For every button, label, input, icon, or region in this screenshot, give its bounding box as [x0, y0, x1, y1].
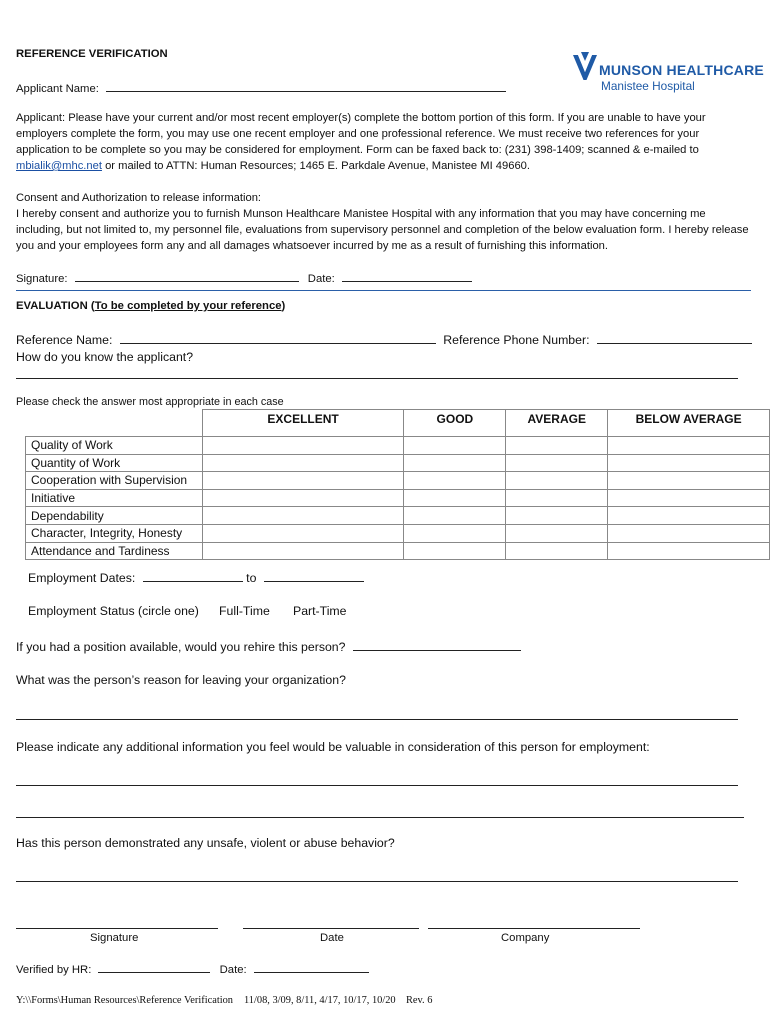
know-applicant-field[interactable]	[16, 368, 738, 379]
know-applicant-label: How do you know the applicant?	[16, 350, 194, 364]
employment-dates-row	[28, 570, 364, 585]
reference-phone-field[interactable]	[597, 332, 752, 344]
reference-phone-label: Reference Phone Number:	[443, 333, 590, 347]
rating-cell[interactable]	[202, 524, 404, 542]
munson-logo-icon	[572, 52, 598, 82]
employment-end-field[interactable]	[264, 570, 364, 582]
evaluation-title-underlined: To be completed by your reference	[94, 300, 282, 312]
part-time-option[interactable]: Part-Time	[293, 604, 347, 618]
header-blank-cell	[26, 410, 203, 437]
rating-cell[interactable]	[404, 524, 506, 542]
table-row	[26, 542, 770, 560]
logo-subtitle: Manistee Hospital	[601, 79, 695, 93]
rating-cell[interactable]	[404, 507, 506, 525]
evaluation-title	[16, 300, 285, 312]
rating-cell[interactable]	[608, 542, 770, 560]
row-label: Cooperation with Supervision	[26, 472, 203, 490]
applicant-name-field[interactable]	[106, 80, 506, 92]
instructions-part2: or mailed to ATTN: Human Resources; 1465 E. Parkdale Avenue, Manistee MI 49660.	[101, 160, 531, 172]
rehire-row	[16, 639, 521, 654]
logo-name: MUNSON HEALTHCARE	[599, 62, 764, 78]
rating-cell[interactable]	[404, 437, 506, 455]
company-caption: Company	[501, 932, 550, 944]
instructions-part1: Applicant: Please have your current and/or most recent employer(s) complete the bottom portion of this form. If you are unable to have your employers complete the form, you may use one recent employer and one professional reference. We must receive two references for your application to be complete so you may be considered for employment. Form can be faxed back to: (231) 398-1409; scanned & e-mailed to	[16, 112, 706, 156]
full-time-option[interactable]: Full-Time	[219, 604, 270, 618]
reason-question: What was the person’s reason for leaving your organization?	[16, 673, 346, 687]
rating-cell[interactable]	[202, 507, 404, 525]
employment-status-label: Employment Status (circle one)	[28, 604, 199, 618]
table-row	[26, 524, 770, 542]
reason-field[interactable]	[16, 709, 738, 720]
table-row	[26, 489, 770, 507]
verified-date-field[interactable]	[254, 961, 369, 973]
table-row	[26, 437, 770, 455]
rating-cell[interactable]	[608, 507, 770, 525]
rating-cell[interactable]	[506, 472, 608, 490]
rating-cell[interactable]	[404, 472, 506, 490]
rating-cell[interactable]	[608, 437, 770, 455]
evaluation-table	[25, 409, 770, 560]
evaluation-title-close: )	[281, 300, 286, 312]
employment-start-field[interactable]	[143, 570, 243, 582]
table-row	[26, 472, 770, 490]
reference-signature-field[interactable]	[16, 920, 218, 929]
reference-name-field[interactable]	[120, 332, 436, 344]
row-label: Character, Integrity, Honesty	[26, 524, 203, 542]
row-label: Quality of Work	[26, 437, 203, 455]
applicant-instructions	[16, 110, 751, 174]
row-label: Attendance and Tardiness	[26, 542, 203, 560]
date-caption: Date	[320, 932, 344, 944]
col-excellent: EXCELLENT	[202, 410, 404, 437]
col-below-average: BELOW AVERAGE	[608, 410, 770, 437]
rating-cell[interactable]	[506, 437, 608, 455]
reference-row	[16, 332, 752, 347]
verified-date-label: Date:	[219, 964, 247, 976]
employment-to-label: to	[246, 571, 257, 585]
row-label: Quantity of Work	[26, 454, 203, 472]
additional-info-field-1[interactable]	[16, 775, 738, 786]
check-instruction: Please check the answer most appropriate in each case	[16, 396, 284, 408]
rehire-field[interactable]	[353, 639, 521, 651]
section-divider	[16, 290, 751, 291]
rating-cell[interactable]	[506, 454, 608, 472]
additional-info-field-2[interactable]	[16, 807, 744, 818]
rating-cell[interactable]	[202, 489, 404, 507]
verified-row	[16, 961, 369, 976]
reference-date-field[interactable]	[243, 920, 419, 929]
rating-cell[interactable]	[608, 472, 770, 490]
employment-dates-label: Employment Dates:	[28, 571, 136, 585]
table-row	[26, 507, 770, 525]
consent-date-field[interactable]	[342, 270, 472, 282]
additional-info-question: Please indicate any additional information you feel would be valuable in consideration of this person for employment:	[16, 740, 650, 754]
munson-logo	[572, 50, 764, 100]
rating-cell[interactable]	[608, 454, 770, 472]
unsafe-behavior-field[interactable]	[16, 871, 738, 882]
reference-name-label: Reference Name:	[16, 333, 113, 347]
rating-cell[interactable]	[404, 454, 506, 472]
rating-cell[interactable]	[202, 542, 404, 560]
evaluation-header-row	[26, 410, 770, 437]
footer-rev: Rev. 6	[406, 995, 433, 1006]
evaluation-title-open: EVALUATION (	[16, 300, 95, 312]
rating-cell[interactable]	[202, 472, 404, 490]
col-average: AVERAGE	[506, 410, 608, 437]
rehire-question: If you had a position available, would you rehire this person?	[16, 640, 346, 654]
signature-label: Signature:	[16, 273, 68, 285]
applicant-name-row	[16, 80, 506, 95]
rating-cell[interactable]	[506, 524, 608, 542]
consent-signature-field[interactable]	[75, 270, 299, 282]
rating-cell[interactable]	[506, 542, 608, 560]
reference-company-field[interactable]	[428, 920, 640, 929]
rating-cell[interactable]	[404, 542, 506, 560]
consent-heading: Consent and Authorization to release information:	[16, 192, 262, 204]
consent-body: I hereby consent and authorize you to furnish Munson Healthcare Manistee Hospital with any information that you may have concerning me including, but not limited to, my personnel file, evaluations from supervisory personnel and completion of the below evaluation form. I hereby release you and your employees form any and all damages whatsoever incurred by me as a result of furnishing this information.	[16, 208, 749, 252]
form-title: REFERENCE VERIFICATION	[16, 48, 168, 60]
footer-path: Y:\\Forms\Human Resources\Reference Verification	[16, 995, 233, 1006]
col-good: GOOD	[404, 410, 506, 437]
rating-cell[interactable]	[506, 507, 608, 525]
verified-by-field[interactable]	[98, 961, 210, 973]
rating-cell[interactable]	[506, 489, 608, 507]
rating-cell[interactable]	[202, 437, 404, 455]
row-label: Dependability	[26, 507, 203, 525]
rating-cell[interactable]	[404, 489, 506, 507]
verified-by-label: Verified by HR:	[16, 964, 92, 976]
unsafe-behavior-question: Has this person demonstrated any unsafe, violent or abuse behavior?	[16, 836, 395, 850]
table-row	[26, 454, 770, 472]
rating-cell[interactable]	[608, 524, 770, 542]
consent-signature-row	[16, 270, 472, 285]
rating-cell[interactable]	[202, 454, 404, 472]
signature-caption: Signature	[90, 932, 139, 944]
email-link[interactable]: mbialik@mhc.net	[16, 160, 102, 172]
footer-revisions: 11/08, 3/09, 8/11, 4/17, 10/17, 10/20	[244, 995, 396, 1006]
date-label: Date:	[307, 273, 335, 285]
applicant-name-label: Applicant Name:	[16, 83, 99, 95]
rating-cell[interactable]	[608, 489, 770, 507]
row-label: Initiative	[26, 489, 203, 507]
